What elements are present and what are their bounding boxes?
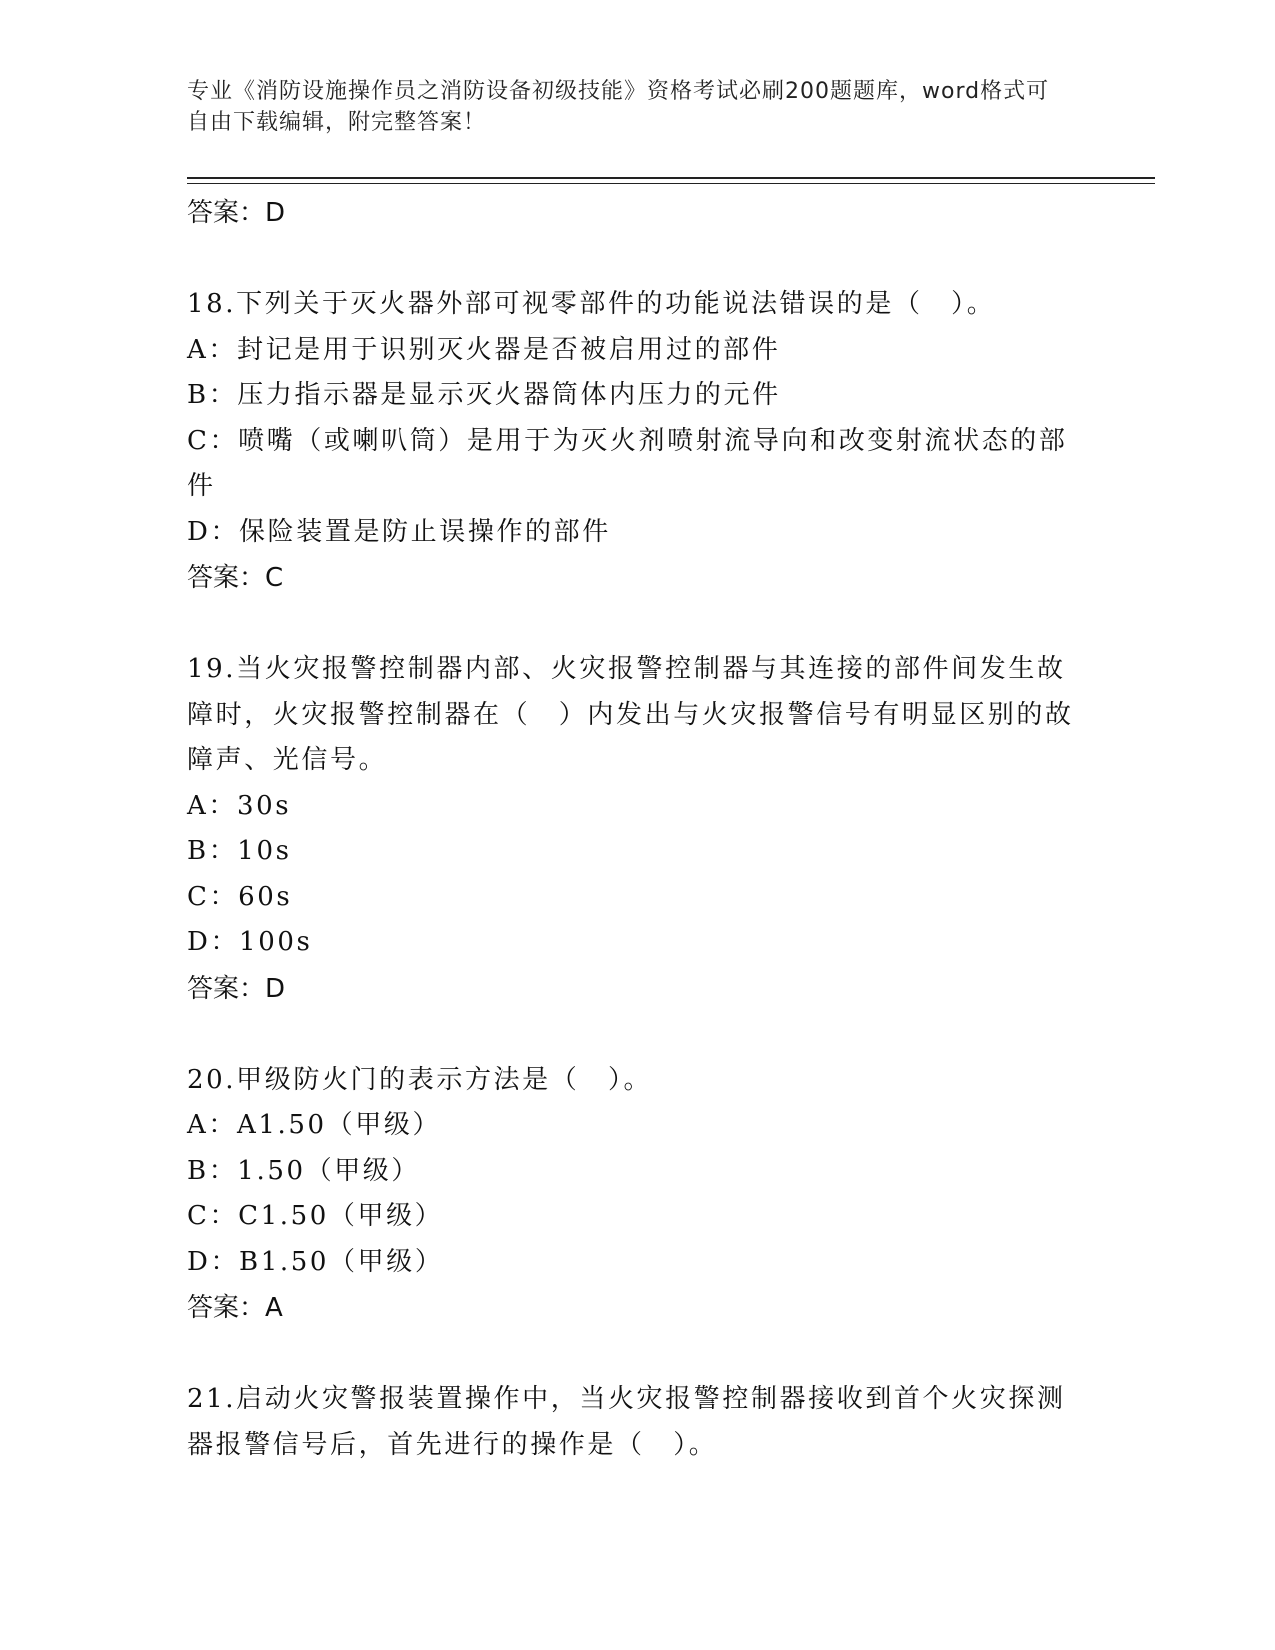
option-b: B：1.50（甲级） [187, 1155, 420, 1186]
option-a: A：30s [187, 790, 292, 821]
option-d: D：保险装置是防止误操作的部件 [187, 516, 611, 547]
option-d: D：B1.50（甲级） [187, 1246, 444, 1277]
question-block [187, 282, 1087, 601]
option-a: A：封记是用于识别灭火器是否被启用过的部件 [187, 334, 781, 365]
header-divider-thin [187, 183, 1155, 184]
answer-line: 答案：C [187, 563, 284, 593]
page-header: 专业《消防设施操作员之消防设备初级技能》资格考试必刷200题题库，word格式可自由下载编辑，附完整答案！ [187, 79, 1050, 135]
answer-line: 答案：D [187, 973, 286, 1004]
header-divider [187, 177, 1155, 179]
question-stem: 20.甲级防火门的表示方法是（ ）。 [187, 1064, 653, 1095]
option-d: D：100s [187, 927, 313, 957]
answer-line: 答案：D [187, 198, 286, 228]
option-b: B：10s [187, 836, 292, 866]
option-b: B：压力指示器是显示灭火器筒体内压力的元件 [187, 380, 781, 410]
question-block [187, 647, 1087, 1012]
question-stem: 19.当火灾报警控制器内部、火灾报警控制器与其连接的部件间发生故障时，火灾报警控制器在（ ）内发出与火灾报警信号有明显区别的故障声、光信号。 [187, 654, 1074, 775]
question-list [187, 190, 1087, 1468]
option-a: A：A1.50（甲级） [187, 1110, 442, 1140]
question-block [187, 1058, 1087, 1332]
option-c: C：C1.50（甲级） [187, 1201, 444, 1231]
question-block [187, 1377, 1087, 1468]
question-stem: 21.启动火灾警报装置操作中，当火灾报警控制器接收到首个火灾探测器报警信号后，首先进行的操作是（ ）。 [187, 1384, 1066, 1460]
answer-line: 答案：A [187, 1293, 283, 1323]
option-c: C：60s [187, 881, 293, 912]
option-c: C：喷嘴（或喇叭筒）是用于为灭火剂喷射流导向和改变射流状态的部件 [187, 425, 1068, 501]
question-stem: 18.下列关于灭火器外部可视零部件的功能说法错误的是（ ）。 [187, 289, 996, 319]
